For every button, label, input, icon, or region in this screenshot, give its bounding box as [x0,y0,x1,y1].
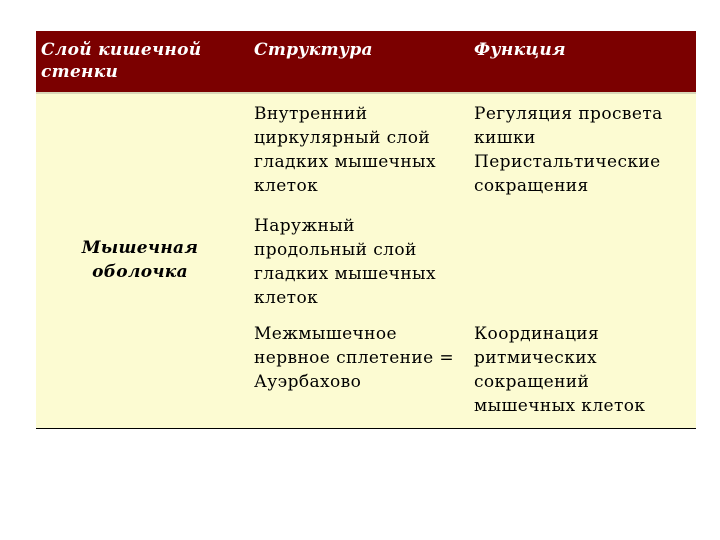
function-cell-3: Координация ритмических сокращений мышечных клеток [474,324,646,416]
structure-cell-2: Наружный продольный слой гладких мышечных клеток [254,216,436,308]
organ-layers-table [36,31,696,429]
table-bottom-rule [36,428,696,429]
structure-cell-1: Внутренний циркулярный слой гладких мышечных клеток [254,104,436,196]
header-structure: Структура [254,40,373,60]
table-header [36,31,696,94]
layer-name: Мышечная оболочка [81,238,199,282]
header-function: Функция [474,40,566,60]
header-layer: Слой кишечной стенки [41,40,202,82]
function-cell-1: Регуляция просвета кишки Перистальтические сокращения [474,104,663,196]
structure-cell-3: Межмышечное нервное сплетение = Ауэрбахово [254,324,455,392]
